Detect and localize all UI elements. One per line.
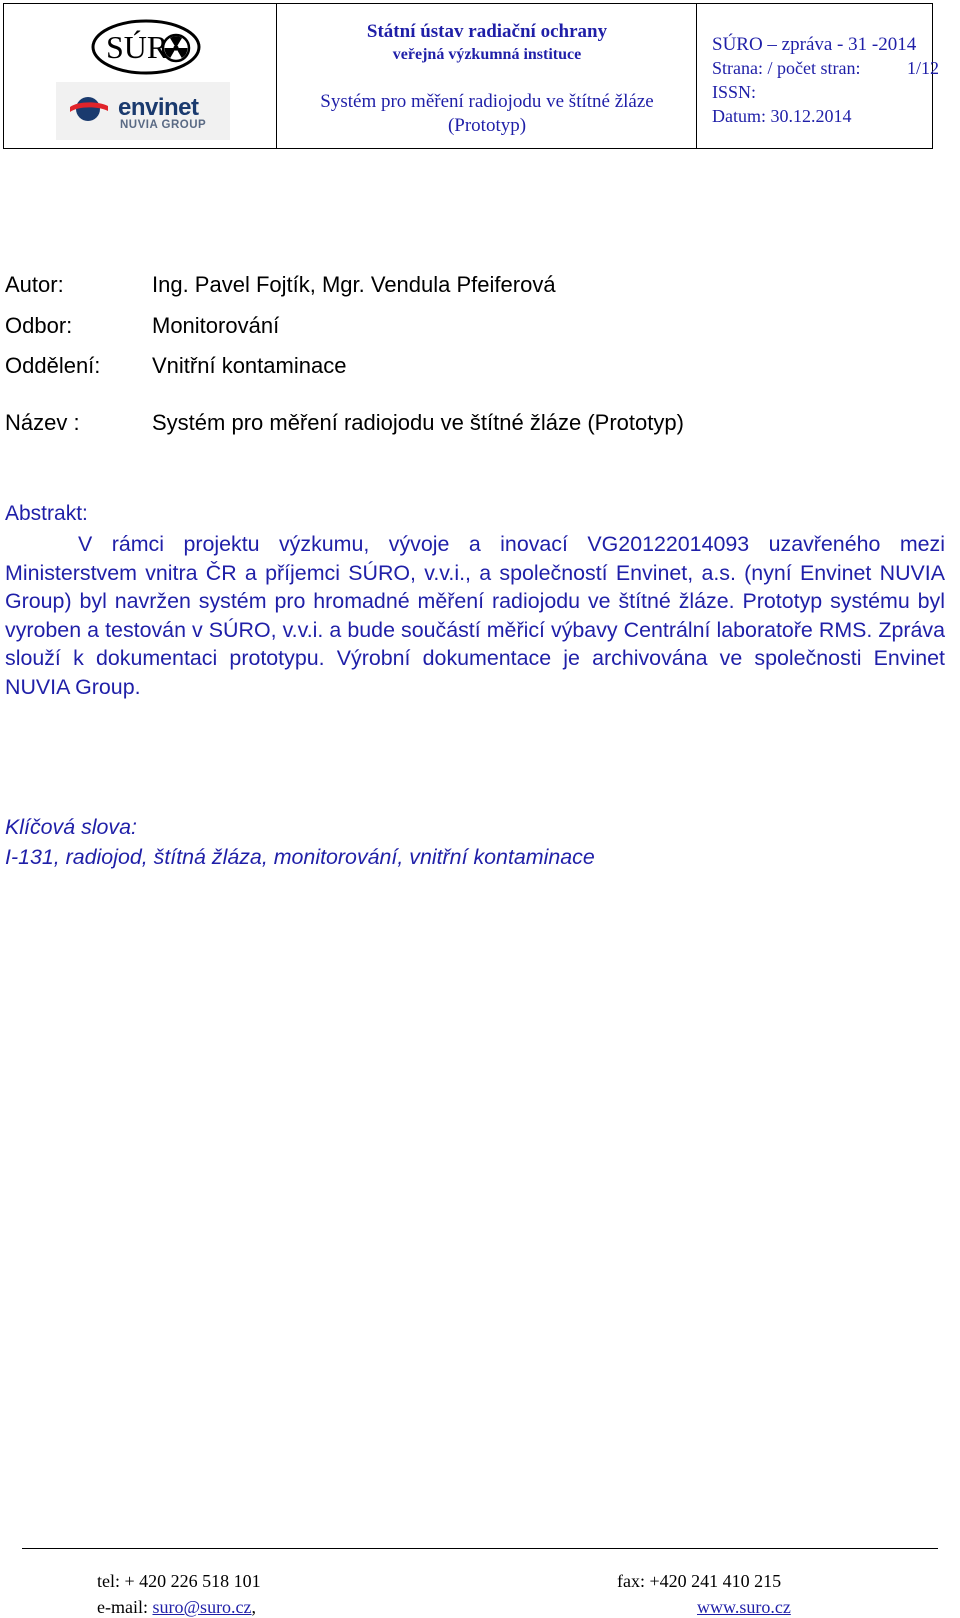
section-label: Oddělení:: [5, 353, 101, 378]
suro-logo-text: SÚR: [106, 29, 169, 65]
envinet-swoosh-icon: [68, 94, 110, 124]
meta-cell: [698, 4, 940, 148]
section-value: Vnitřní kontaminace: [152, 353, 347, 378]
footer-email-label: e-mail:: [97, 1597, 153, 1617]
org-name: Státní ústav radiační ochrany: [366, 21, 608, 42]
date-label: Datum: 30.12.2014: [712, 106, 852, 126]
keywords-label: Klíčová slova:: [5, 815, 137, 839]
title-cell: [278, 4, 696, 148]
abstract-label: Abstrakt:: [5, 502, 88, 525]
footer-tel: tel: + 420 226 518 101: [97, 1571, 261, 1591]
header-table: [3, 3, 940, 149]
abstract-text: V rámci projektu výzkumu, vývoje a inovací VG20122014093 uzavřeného mezi Ministerstvem vnitra ČR a příjemci SÚRO, v.v.i., a společností Envinet, a.s. (nyní Envinet NUVIA Group) byl navržen systém pro hromadné měření radiojodu ve štítné žláze. Prototyp systému byl vyroben a testován v SÚRO, v.v.i. a bude součástí měřicí výbavy Centrální laboratoře RMS. Zpráva slouží k dokumentaci prototypu. Výrobní dokumentace je archivována ve společnosti Envinet NUVIA Group.: [5, 532, 945, 699]
department-label: Odbor:: [5, 313, 73, 338]
pages-value: 1/12: [907, 58, 940, 78]
department-value: Monitorování: [152, 313, 280, 338]
suro-logo: [90, 18, 202, 76]
issn-label: ISSN:: [712, 82, 757, 102]
report-id: SÚRO – zpráva - 31 -2014: [712, 34, 917, 55]
title-label: Název :: [5, 410, 80, 435]
envinet-logo: [56, 82, 230, 140]
envinet-logo-name: envinet: [118, 94, 199, 121]
author-value: Ing. Pavel Fojtík, Mgr. Vendula Pfeiferová: [152, 272, 556, 297]
title-value: Systém pro měření radiojodu ve štítné žláze (Prototyp): [152, 410, 684, 435]
envinet-logo-subtitle: NUVIA GROUP: [120, 119, 207, 131]
pages-line: [712, 58, 940, 79]
pages-label: Strana: / počet stran:: [712, 58, 861, 78]
footer-email-line: [97, 1597, 256, 1618]
system-name: Systém pro měření radiojodu ve štítné žláze: [320, 91, 654, 112]
footer-divider: [22, 1548, 938, 1549]
org-subtitle: veřejná výzkumná instituce: [392, 46, 582, 63]
footer-web-link[interactable]: www.suro.cz: [697, 1597, 791, 1617]
keywords-text: I-131, radiojod, štítná žláza, monitorování, vnitřní kontaminace: [5, 845, 595, 869]
footer-fax: fax: +420 241 410 215: [617, 1571, 782, 1591]
footer-email-link[interactable]: suro@suro.cz: [152, 1597, 252, 1617]
footer-web-line: [697, 1597, 791, 1618]
logos-cell: [4, 4, 276, 148]
system-subtitle: (Prototyp): [447, 115, 527, 136]
author-label: Autor:: [5, 272, 64, 297]
footer-email-trail: ,: [251, 1597, 257, 1617]
